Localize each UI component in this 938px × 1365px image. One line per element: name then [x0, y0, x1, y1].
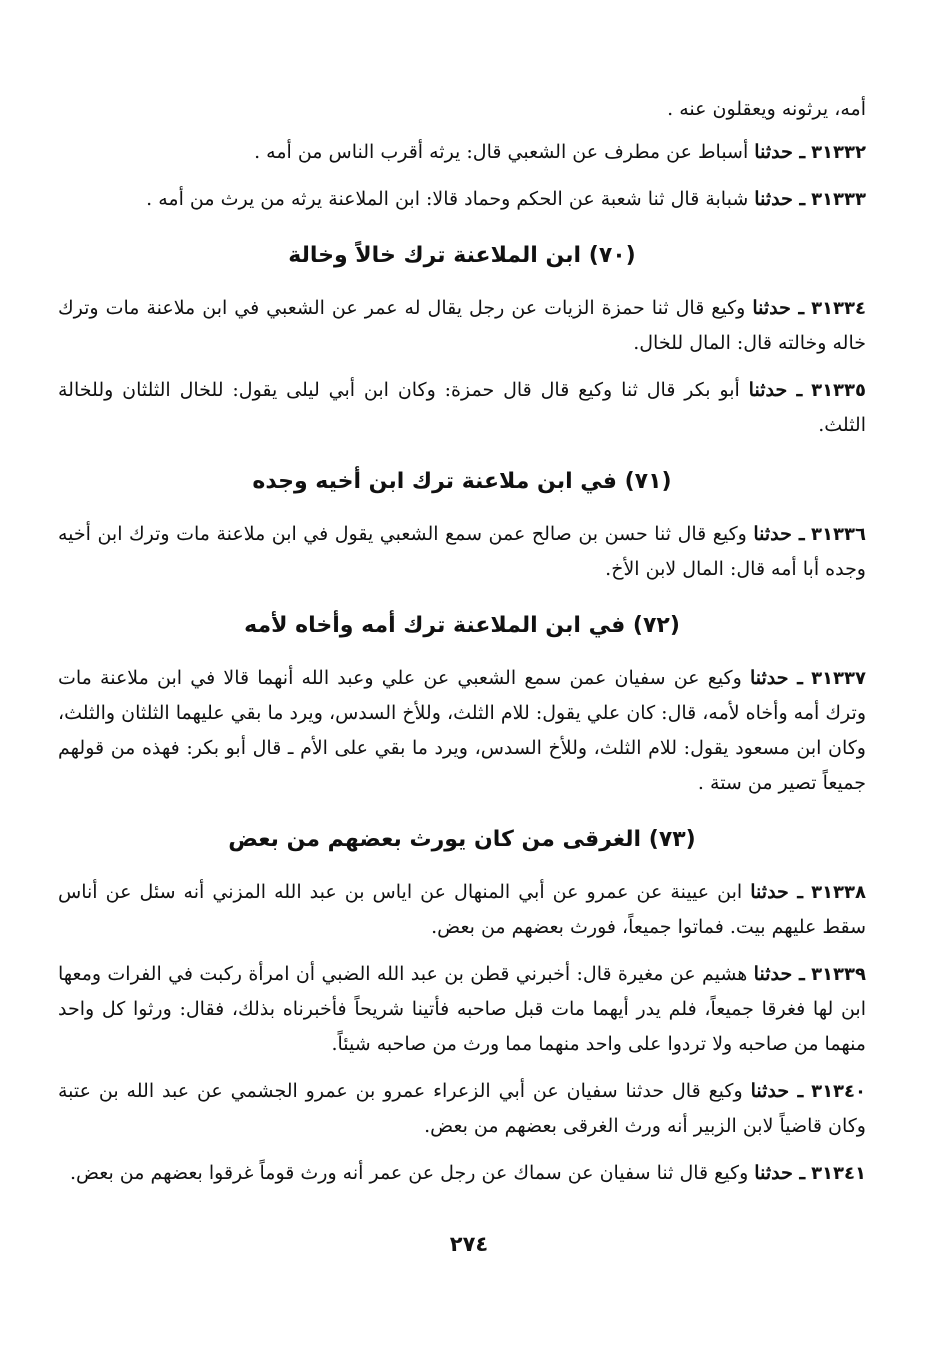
hadith-text: وكيع قال ثنا حمزة الزيات عن رجل يقال له عمر عن الشعبي في ابن ملاعنة مات وترك خاله وخالته قال: المال للخال.: [58, 297, 866, 354]
section-heading: (٧٣) الغرقى من كان يورث بعضهم من بعض: [228, 827, 696, 852]
hadith-number: ٣١٣٣٢: [811, 142, 866, 163]
hadith-entry: [58, 517, 866, 587]
hadith-lead: ـ حدثنا: [750, 881, 803, 903]
hadith-lead: ـ حدثنا: [754, 188, 806, 210]
hadith-text: وكيع قال حدثنا سفيان عن أبي الزعراء عمرو بن عمرو الجشمي عن عبد الله بن عتبة وكان قاضياً لابن الزبير أنه ورث الغرقى بعضهم من بعض.: [58, 1080, 866, 1137]
section-heading: (٧٢) في ابن الملاعنة ترك أمه وأخاه لأمه: [244, 613, 680, 638]
hadith-number: ٣١٣٣٨: [811, 882, 866, 903]
hadith-lead: ـ حدثنا: [752, 297, 805, 319]
hadith-lead: ـ حدثنا: [749, 667, 803, 689]
hadith-entry: [58, 1074, 866, 1144]
hadith-entry: [58, 182, 866, 217]
hadith-text: وكيع عن سفيان عمن سمع الشعبي عن علي وعبد الله أنهما قالا في ابن ملاعنة مات وترك أمه وأخاه لأمه، قال: كان علي يقول: للام الثلث، وللأخ السدس، ويرد ما بقي عليهما الثلثان والثلث، وكان ابن مسعود يقول: للام الثلث، وللأخ السدس، ويرد ما بقي على الأم ـ قال أبو بكر: فهذه من قولهم جميعاً تصير من ستة .: [58, 667, 866, 794]
hadith-entry: [58, 373, 866, 443]
hadith-lead: ـ حدثنا: [753, 963, 805, 985]
hadith-number: ٣١٣٣٣: [811, 189, 866, 210]
hadith-text: هشيم عن مغيرة قال: أخبرني قطن بن عبد الله الضبي أن امرأة ركبت في الفرات ومعها ابن لها فغرقا جميعاً، فلم يدر أيهما مات قبل صاحبه فأتينا شريحاً فأخبرناه بذلك، فقال: ورثوا كل واحد منهما من صاحبه ولا تردوا على واحد منهما مما ورث من صاحبه شيئاً.: [58, 963, 866, 1055]
hadith-entry: [58, 875, 866, 945]
hadith-lead: ـ حدثنا: [753, 523, 805, 545]
hadith-entry: [58, 135, 866, 170]
hadith-number: ٣١٣٤٠: [811, 1081, 867, 1102]
hadith-lead: ـ حدثنا: [754, 1162, 806, 1184]
page-content: [58, 92, 866, 1203]
page-number: ٢٧٤: [449, 1232, 489, 1256]
hadith-number: ٣١٣٤١: [811, 1163, 866, 1184]
hadith-text: وكيع قال ثنا سفيان عن سماك عن رجل عن عمر أنه ورث قوماً غرقوا بعضهم من بعض.: [69, 1162, 749, 1184]
hadith-text: أسباط عن مطرف عن الشعبي قال: يرثه أقرب الناس من أمه .: [254, 141, 749, 163]
hadith-number: ٣١٣٣٦: [811, 524, 866, 545]
hadith-text: شبابة قال ثنا شعبة عن الحكم وحماد قالا: ابن الملاعنة يرثه من يرث من أمه .: [146, 188, 749, 210]
hadith-entry: [58, 661, 866, 801]
intro-line: أمه، يرثونه ويعقلون عنه .: [667, 98, 866, 120]
section-heading: (٧٠) ابن الملاعنة ترك خالاً وخالة: [288, 243, 636, 268]
hadith-lead: ـ حدثنا: [748, 379, 803, 401]
hadith-number: ٣١٣٣٩: [811, 964, 866, 985]
hadith-text: أبو بكر قال ثنا وكيع قال قال حمزة: وكان ابن أبي ليلى يقول: للخال الثلثان وللخالة الثلث.: [58, 379, 866, 436]
hadith-entry: [58, 957, 866, 1062]
hadith-text: وكيع قال ثنا حسن بن صالح عمن سمع الشعبي يقول في ابن ملاعنة مات وترك ابن أخيه وجده أبا أمه قال: المال لابن الأخ.: [58, 523, 866, 580]
hadith-number: ٣١٣٣٤: [811, 298, 866, 319]
hadith-number: ٣١٣٣٧: [811, 668, 866, 689]
hadith-number: ٣١٣٣٥: [811, 380, 867, 401]
hadith-lead: ـ حدثنا: [750, 1080, 804, 1102]
section-heading: (٧١) في ابن ملاعنة ترك ابن أخيه وجده: [252, 469, 672, 494]
hadith-entry: [58, 291, 866, 361]
hadith-text: ابن عيينة عن عمرو عن أبي المنهال عن اياس بن عبد الله المزني أنه سئل عن أناس سقط عليهم بيت. فماتوا جميعاً، فورث بعضهم من بعض.: [58, 881, 866, 938]
hadith-entry: [58, 1156, 866, 1191]
hadith-lead: ـ حدثنا: [754, 141, 806, 163]
